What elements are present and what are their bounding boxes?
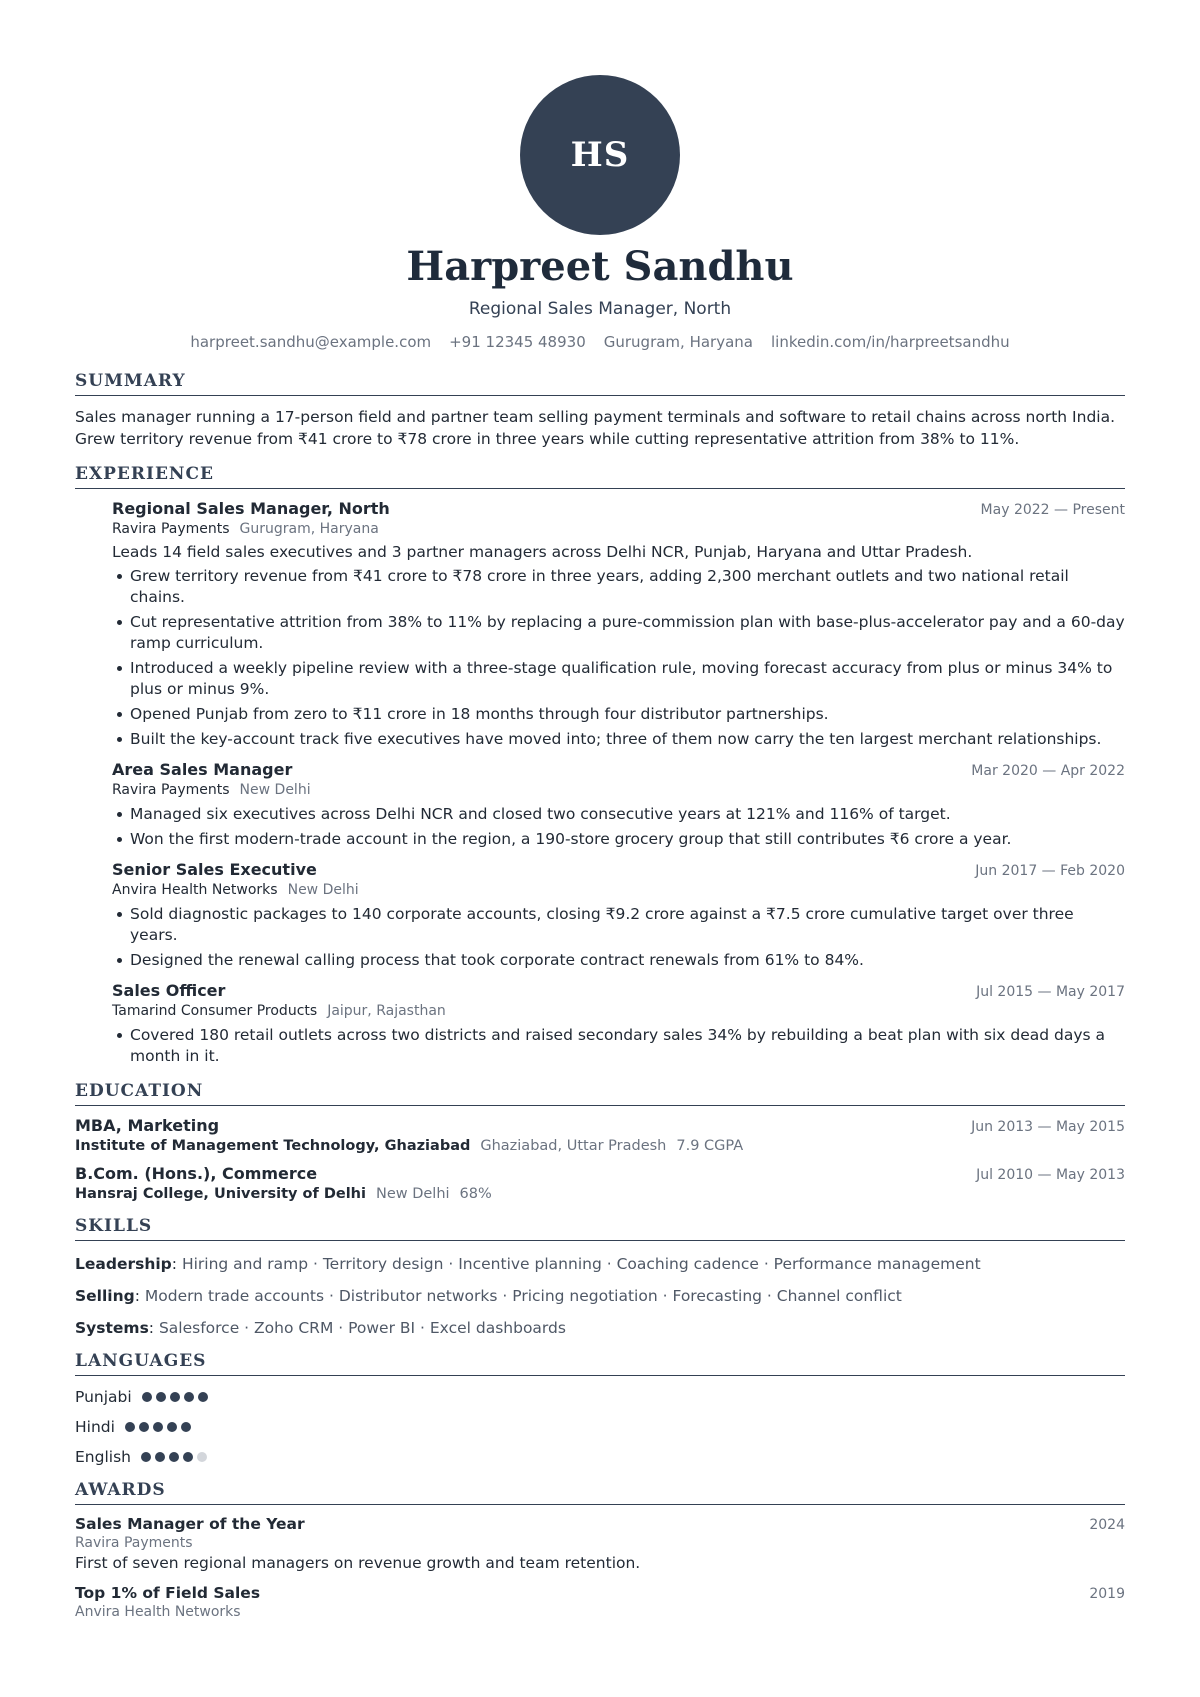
degree: MBA, Marketing: [75, 1116, 220, 1135]
job-bullets: [112, 566, 1125, 750]
resume-header: [75, 0, 1125, 351]
section-title: LANGUAGES: [75, 1351, 1125, 1376]
list-item: Designed the renewal calling process that took corporate contract renewals from 61% to 84%.: [112, 950, 1125, 971]
education-location: New Delhi: [375, 1186, 450, 1202]
job-location: Jaipur, Rajasthan: [327, 1003, 446, 1019]
award-title: Sales Manager of the Year: [75, 1515, 305, 1533]
awards-section: [75, 1480, 1125, 1620]
level-dot-filled: [142, 1392, 152, 1402]
job-bullets: [112, 804, 1125, 850]
level-dot-filled: [184, 1392, 194, 1402]
job-entry: [112, 760, 1125, 850]
section-title: SKILLS: [75, 1216, 1125, 1241]
job-entry: [112, 860, 1125, 971]
job-company: Ravira Payments: [112, 782, 230, 798]
list-item: Introduced a weekly pipeline review with a three-stage qualification rule, moving forecast accuracy from plus or minus 34% to plus or minus 9%.: [112, 658, 1125, 700]
language-row: [75, 1388, 1125, 1406]
job-dates: Jul 2015 — May 2017: [976, 984, 1125, 1000]
list-item: Cut representative attrition from 38% to 11% by replacing a pure-commission plan with base-plus-accelerator pay and a 60-day ramp curriculum.: [112, 612, 1125, 654]
section-title: SUMMARY: [75, 371, 1125, 396]
job-location: New Delhi: [239, 782, 311, 798]
skill-category: Selling: [75, 1287, 135, 1305]
headline: Regional Sales Manager, North: [468, 299, 732, 319]
institution: Hansraj College, University of Delhi: [75, 1186, 366, 1202]
skill-values: Salesforce · Zoho CRM · Power BI · Excel dashboards: [158, 1319, 566, 1337]
education-location: Ghaziabad, Uttar Pradesh: [480, 1138, 667, 1154]
contact-location: Gurugram, Haryana: [603, 333, 753, 351]
skill-category: Systems: [75, 1319, 149, 1337]
language-level-dots: [125, 1422, 191, 1432]
job-dates: Mar 2020 — Apr 2022: [971, 763, 1125, 779]
experience-section: [75, 464, 1125, 1067]
job-title: Regional Sales Manager, North: [112, 499, 390, 518]
summary-section: [75, 371, 1125, 450]
skill-values: Hiring and ramp · Territory design · Incentive planning · Coaching cadence · Performance management: [181, 1255, 981, 1273]
language-row: [75, 1418, 1125, 1436]
avatar: [520, 75, 680, 235]
job-dates: Jun 2017 — Feb 2020: [975, 863, 1125, 879]
education-score: 7.9 CGPA: [676, 1138, 744, 1154]
skill-row: Systems: Salesforce · Zoho CRM · Power BI · Excel dashboards: [75, 1319, 566, 1337]
language-name: Punjabi: [75, 1388, 132, 1406]
level-dot-filled: [155, 1452, 165, 1462]
job-location: New Delhi: [287, 882, 359, 898]
level-dot-empty: [197, 1452, 207, 1462]
job-title: Sales Officer: [112, 981, 226, 1000]
section-title: EXPERIENCE: [75, 464, 1125, 489]
award-description: First of seven regional managers on revenue growth and team retention.: [75, 1554, 641, 1572]
award-org: Anvira Health Networks: [75, 1604, 241, 1620]
institution: Institute of Management Technology, Ghaziabad: [75, 1138, 471, 1154]
level-dot-filled: [141, 1452, 151, 1462]
level-dot-filled: [156, 1392, 166, 1402]
language-row: [75, 1448, 1125, 1466]
language-name: Hindi: [75, 1418, 115, 1436]
job-bullets: [112, 1025, 1125, 1067]
job-entry: [112, 499, 1125, 750]
level-dot-filled: [153, 1422, 163, 1432]
level-dot-filled: [181, 1422, 191, 1432]
full-name: Harpreet Sandhu: [406, 243, 794, 290]
level-dot-filled: [125, 1422, 135, 1432]
award-org: Ravira Payments: [75, 1535, 193, 1551]
language-name: English: [75, 1448, 131, 1466]
job-title: Senior Sales Executive: [112, 860, 317, 879]
languages-section: [75, 1351, 1125, 1466]
job-company: Ravira Payments: [112, 521, 230, 537]
avatar-initials: HS: [570, 135, 630, 175]
contact-line: [75, 333, 1125, 351]
language-level-dots: [142, 1392, 208, 1402]
degree: B.Com. (Hons.), Commerce: [75, 1164, 318, 1183]
level-dot-filled: [183, 1452, 193, 1462]
job-title: Area Sales Manager: [112, 760, 293, 779]
education-dates: Jun 2013 — May 2015: [971, 1119, 1125, 1135]
level-dot-filled: [139, 1422, 149, 1432]
education-score: 68%: [459, 1186, 492, 1202]
contact-email[interactable]: harpreet.sandhu@example.com: [190, 333, 432, 351]
list-item: Won the first modern-trade account in the region, a 190-store grocery group that still contributes ₹6 crore a year.: [112, 829, 1125, 850]
education-entry: [75, 1164, 1125, 1202]
skill-category: Leadership: [75, 1255, 172, 1273]
award-title: Top 1% of Field Sales: [75, 1584, 261, 1602]
level-dot-filled: [170, 1392, 180, 1402]
level-dot-filled: [169, 1452, 179, 1462]
list-item: Opened Punjab from zero to ₹11 crore in 18 months through four distributor partnerships.: [112, 704, 1125, 725]
award-entry: [75, 1584, 1125, 1620]
job-location: Gurugram, Haryana: [239, 521, 379, 537]
skill-row: Selling: Modern trade accounts · Distributor networks · Pricing negotiation · Forecasting · Channel conflict: [75, 1287, 902, 1305]
award-entry: [75, 1515, 1125, 1572]
award-year: 2019: [1089, 1586, 1125, 1602]
level-dot-filled: [198, 1392, 208, 1402]
education-section: [75, 1081, 1125, 1202]
list-item: Sold diagnostic packages to 140 corporate accounts, closing ₹9.2 crore against a ₹7.5 crore cumulative target over three years.: [112, 904, 1125, 946]
contact-phone[interactable]: +91 12345 48930: [449, 333, 586, 351]
list-item: Covered 180 retail outlets across two districts and raised secondary sales 34% by rebuilding a beat plan with six dead days a month in it.: [112, 1025, 1125, 1067]
job-entry: [112, 981, 1125, 1067]
job-bullets: [112, 904, 1125, 971]
skill-values: Modern trade accounts · Distributor networks · Pricing negotiation · Forecasting · Channel conflict: [144, 1287, 902, 1305]
skills-section: [75, 1216, 1125, 1337]
job-dates: May 2022 — Present: [980, 502, 1125, 518]
level-dot-filled: [167, 1422, 177, 1432]
list-item: Grew territory revenue from ₹41 crore to ₹78 crore in three years, adding 2,300 merchant outlets and two national retail chains.: [112, 566, 1125, 608]
section-title: AWARDS: [75, 1480, 1125, 1505]
job-company: Tamarind Consumer Products: [112, 1003, 318, 1019]
job-description: Leads 14 field sales executives and 3 partner managers across Delhi NCR, Punjab, Haryana and Uttar Pradesh.: [112, 543, 973, 561]
list-item: Managed six executives across Delhi NCR and closed two consecutive years at 121% and 116% of target.: [112, 804, 1125, 825]
job-company: Anvira Health Networks: [112, 882, 278, 898]
award-year: 2024: [1089, 1517, 1125, 1533]
summary-text: Sales manager running a 17-person field and partner team selling payment terminals and software to retail chains across north India. Grew territory revenue from ₹41 crore to ₹78 crore in three years while cutting representative attrition from 38% to 11%.: [75, 408, 1116, 448]
list-item: Built the key-account track five executives have moved into; three of them now carry the ten largest merchant relationships.: [112, 729, 1125, 750]
contact-linkedin[interactable]: linkedin.com/in/harpreetsandhu: [771, 333, 1010, 351]
language-level-dots: [141, 1452, 207, 1462]
education-entry: [75, 1116, 1125, 1154]
education-dates: Jul 2010 — May 2013: [976, 1167, 1125, 1183]
section-title: EDUCATION: [75, 1081, 1125, 1106]
skill-row: Leadership: Hiring and ramp · Territory design · Incentive planning · Coaching cadence · Performance management: [75, 1255, 981, 1273]
